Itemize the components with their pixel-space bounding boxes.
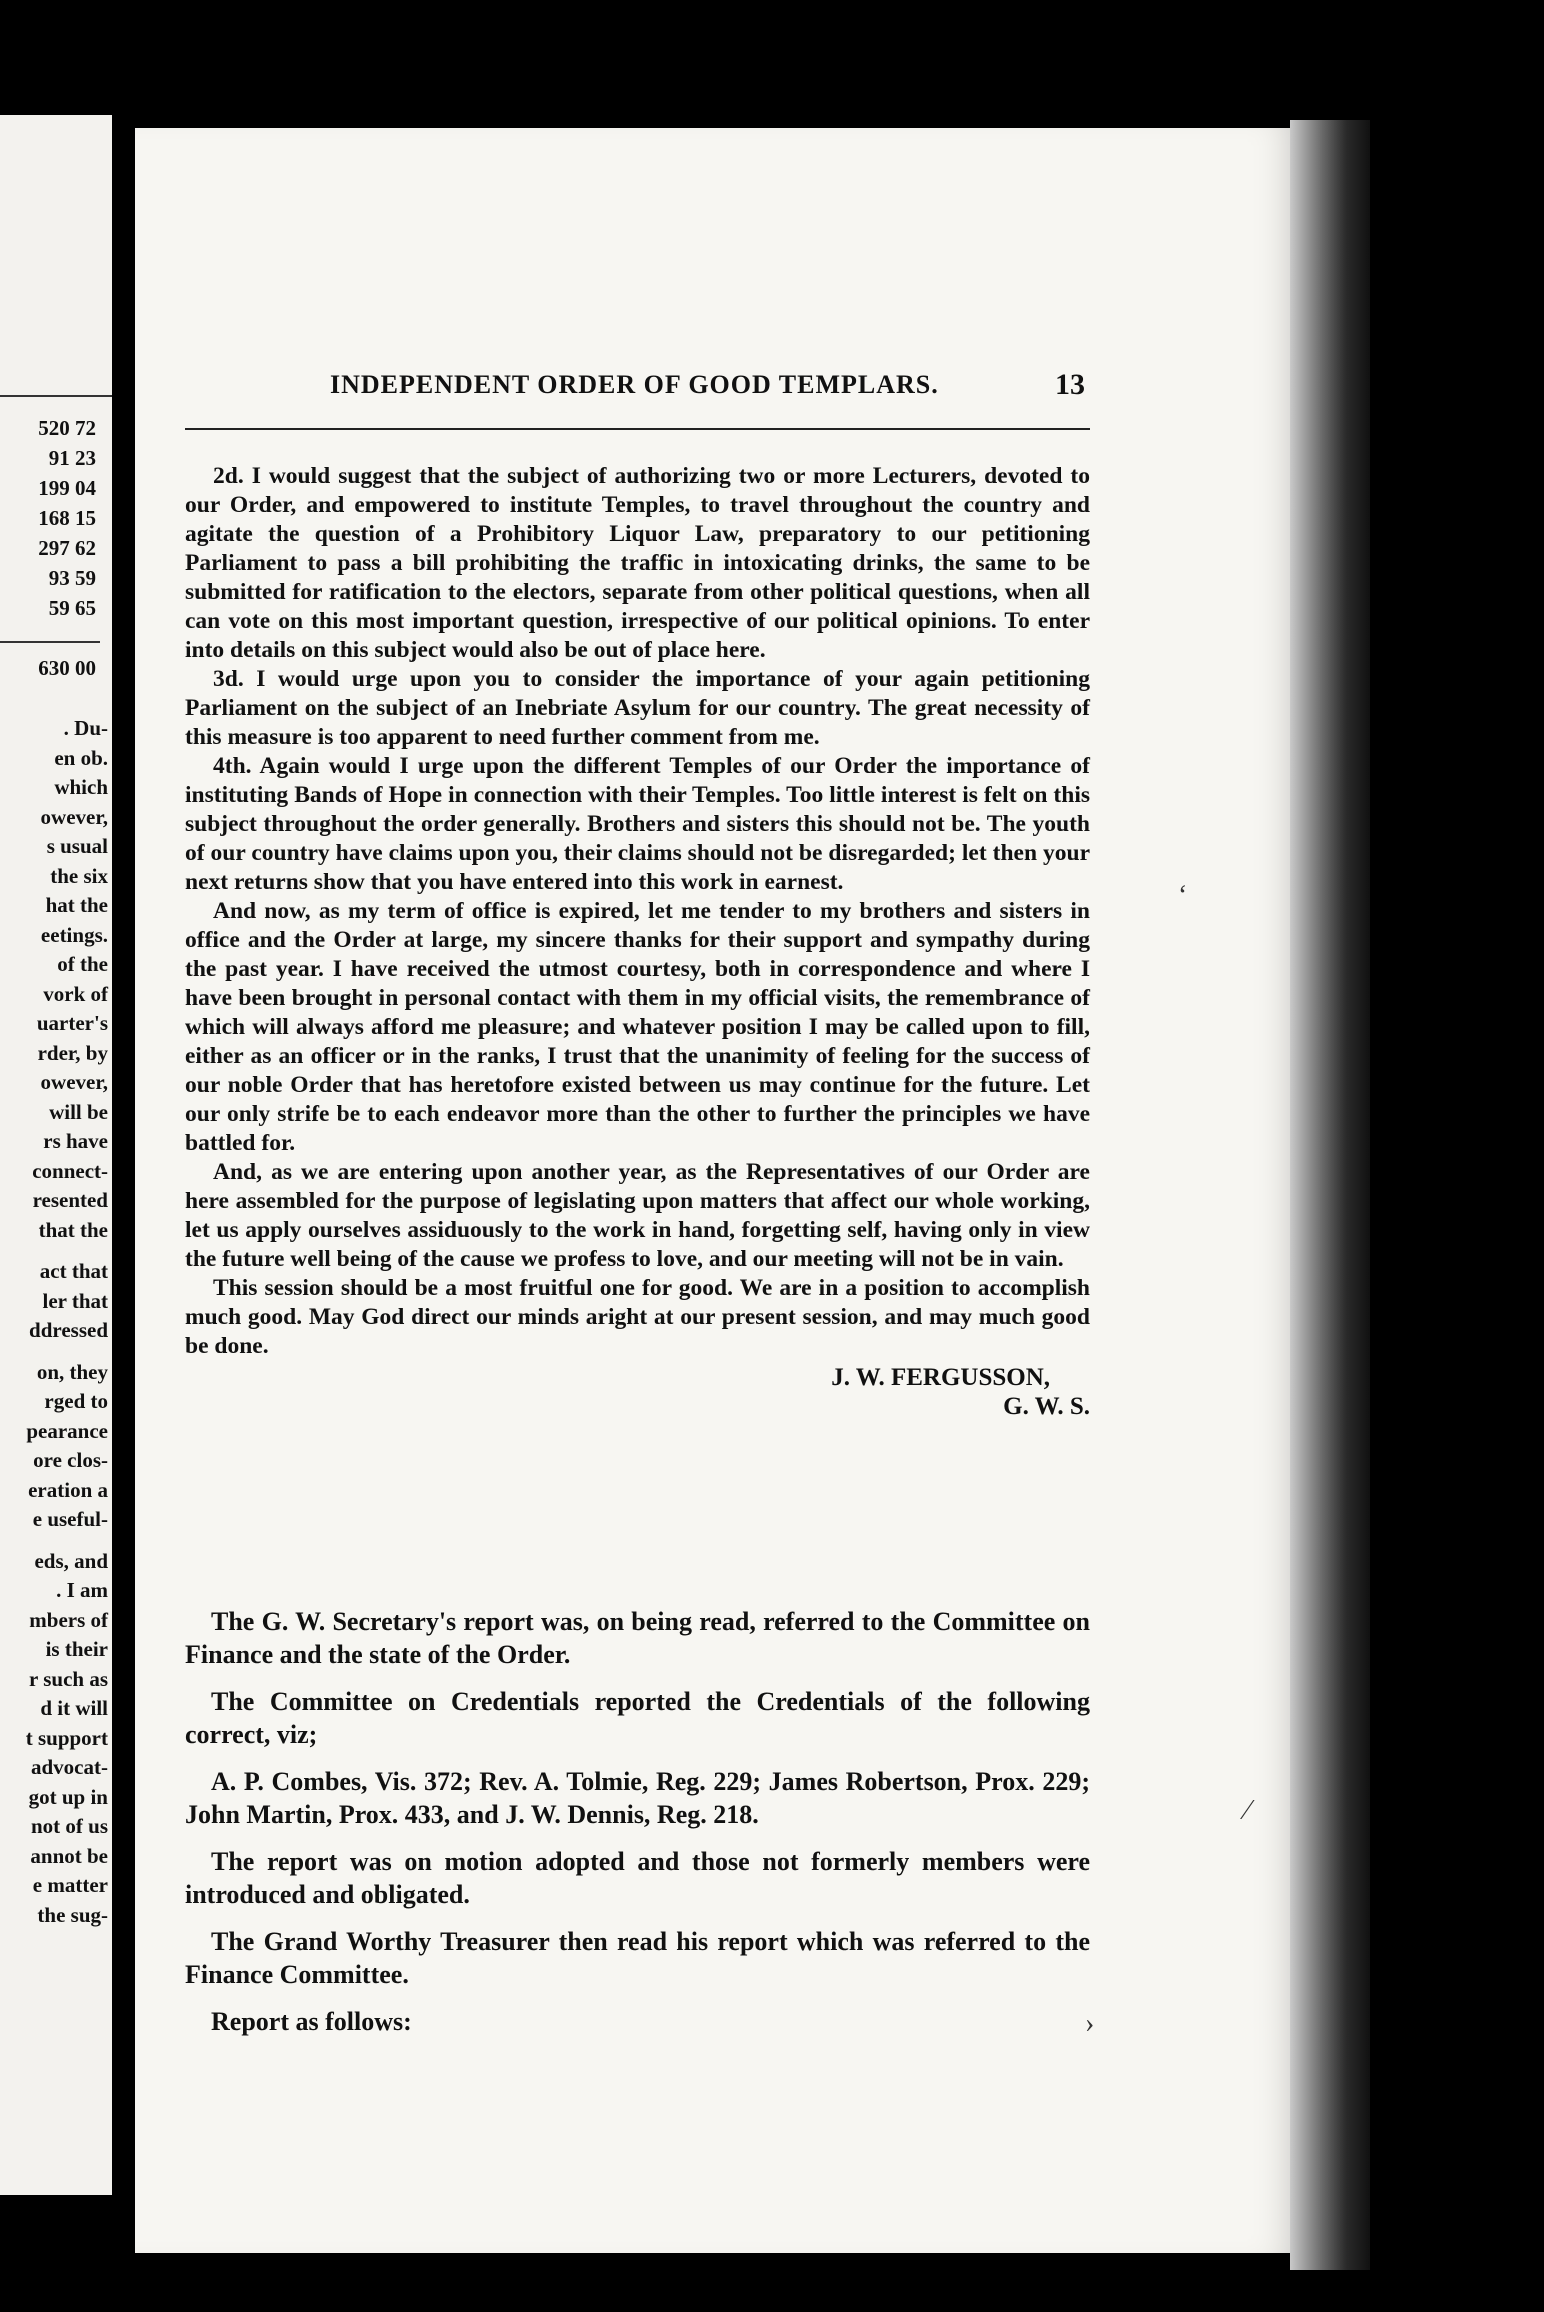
facing-page-line: that the <box>38 1217 108 1242</box>
facing-page-figure: 59 65 <box>48 596 96 620</box>
facing-page-total-rule <box>0 641 100 643</box>
facing-page-line: . Du- <box>63 716 108 740</box>
facing-page-line: annot be <box>30 1843 108 1868</box>
stray-mark: ⁄ <box>1245 1795 1250 1826</box>
facing-page-figure: 297 62 <box>38 536 96 560</box>
signature-title: G. W. S. <box>1003 1393 1090 1420</box>
page-number: 13 <box>1055 368 1085 401</box>
proceedings-paragraph: The G. W. Secretary's report was, on being read, referred to the Committee on Finance and the state of the Order. <box>185 1607 1090 1669</box>
facing-page-line: connect- <box>32 1158 108 1183</box>
running-header: INDEPENDENT ORDER OF GOOD TEMPLARS. <box>330 370 939 399</box>
facing-page-line: eds, and <box>34 1548 108 1573</box>
facing-page-line: the sug- <box>37 1902 108 1927</box>
facing-page-line: owever, <box>40 1070 108 1094</box>
facing-page-line: d it will <box>40 1696 108 1720</box>
report-paragraph: This session should be a most fruitful one for good. We are in a position to accomplish much good. May God direct our minds aright at our present session, and may much good be done. <box>185 1275 1090 1359</box>
facing-page-line: got up in <box>28 1784 108 1809</box>
proceedings <box>185 1605 1090 2052</box>
facing-page-figure: 91 23 <box>48 446 96 470</box>
facing-page-line: owever, <box>40 804 108 829</box>
facing-page-line: is their <box>45 1637 108 1661</box>
facing-page-line: on, they <box>36 1359 108 1384</box>
proceedings-paragraph: The report was on motion adopted and those not formerly members were introduced and obligated. <box>185 1847 1090 1909</box>
facing-page-figure: 93 59 <box>48 566 96 590</box>
facing-page-line: will be <box>49 1099 108 1124</box>
facing-page-fragment <box>0 115 112 2195</box>
report-paragraph: And now, as my term of office is expired, let me tender to my brothers and sisters in office and the Order at large, my sincere thanks for their support and sympathy during the past year. I have received the utmost courtesy, both in correspondence and where I have been brought in personal contact with them in my official visits, the remembrance of which will always afford me pleasure; and whatever position I may be called upon to fill, either as an officer or in the ranks, I trust that the unanimity of feeling for the success of our noble Order that has heretofore existed between us may continue for the future. Let our only strife be to each endeavor more than the other to further the principles we have battled for. <box>185 898 1090 1156</box>
facing-page-line: en ob. <box>54 745 108 770</box>
facing-page-line: s usual <box>46 834 108 858</box>
facing-page-line: of the <box>57 952 108 976</box>
facing-page-rule <box>0 395 112 397</box>
book-gutter <box>1290 120 1370 2270</box>
facing-page-line: rs have <box>43 1129 108 1153</box>
facing-page-line: ore clos- <box>33 1448 108 1472</box>
facing-page-line: advocat- <box>31 1755 108 1779</box>
report-paragraph: And, as we are entering upon another year, as the Representatives of our Order are here assembled for the purpose of legislating upon matters that affect our whole working, let us apply ourselves assiduously to the work in hand, forgetting self, having only in view the future well being of the cause we profess to love, and our meeting will not be in vain. <box>185 1159 1090 1272</box>
report-paragraph: 2d. I would suggest that the subject of authorizing two or more Lecturers, devoted to our Order, and empowered to institute Temples, to travel throughout the country and agitate the question of a Prohibitory Liquor Law, preparatory to our petitioning Parliament to pass a bill prohibiting the traffic in intoxicating drinks, the same to be submitted for ratification to the electors, separate from other political questions, when all can vote on this most important question, irrespective of our political opinions. To enter into details on this subject would also be out of place here. <box>185 463 1090 663</box>
facing-page-line: rged to <box>44 1389 108 1413</box>
facing-page-line: e useful- <box>32 1507 108 1531</box>
signature-name: J. W. FERGUSSON, <box>831 1364 1050 1391</box>
facing-page-line: ler that <box>42 1288 108 1313</box>
stray-mark: › <box>1085 2008 1095 2039</box>
facing-page-figure: 520 72 <box>38 416 96 440</box>
facing-page-line: e matter <box>32 1873 108 1897</box>
facing-page-total: 630 00 <box>38 656 96 680</box>
proceedings-paragraph: The Grand Worthy Treasurer then read his report which was referred to the Finance Committee. <box>185 1927 1090 1989</box>
facing-page-line: r such as <box>29 1666 108 1691</box>
facing-page-figure: 199 04 <box>38 476 96 500</box>
proceedings-paragraph: Report as follows: <box>211 2007 412 2036</box>
stray-mark: ʻ <box>1178 880 1188 911</box>
facing-page-line: act that <box>39 1259 108 1283</box>
facing-page-line: which <box>54 775 108 799</box>
facing-page-line: pearance <box>26 1418 108 1443</box>
facing-page-line: uarter's <box>36 1011 108 1035</box>
proceedings-paragraph: A. P. Combes, Vis. 372; Rev. A. Tolmie, Reg. 229; James Robertson, Prox. 229; John Martin, Prox. 433, and J. W. Dennis, Reg. 218. <box>185 1767 1090 1829</box>
facing-page-line: eration a <box>28 1477 108 1502</box>
facing-page-figure: 168 15 <box>38 506 96 530</box>
facing-page-line: eetings. <box>40 922 108 947</box>
proceedings-paragraph: The Committee on Credentials reported the Credentials of the following correct, viz; <box>185 1687 1090 1749</box>
secretary-report <box>185 462 1090 1421</box>
report-paragraph: 4th. Again would I urge upon the different Temples of our Order the importance of instituting Bands of Hope in connection with their Temples. Too little interest is felt on this subject throughout the order generally. Brothers and sisters this should not be. The youth of our country have claims upon you, their claims should not be disregarded; let then your next returns show that you have entered into this work in earnest. <box>185 753 1090 895</box>
facing-page-line: hat the <box>45 893 108 917</box>
facing-page-line: t support <box>25 1725 108 1750</box>
facing-page-line: vork of <box>43 981 108 1006</box>
facing-page-line: the six <box>50 863 108 888</box>
facing-page-line: not of us <box>30 1814 108 1838</box>
facing-page-line: rder, by <box>37 1040 108 1065</box>
report-paragraph: 3d. I would urge upon you to consider the importance of your again petitioning Parliament on the subject of an Inebriate Asylum for our country. The great necessity of this measure is too apparent to need further comment from me. <box>185 666 1090 750</box>
facing-page-line: . I am <box>56 1578 108 1602</box>
header-rule <box>185 428 1090 430</box>
facing-page-line: mbers of <box>29 1607 108 1632</box>
facing-page-line: resented <box>32 1188 108 1212</box>
facing-page-line: ddressed <box>29 1318 108 1342</box>
